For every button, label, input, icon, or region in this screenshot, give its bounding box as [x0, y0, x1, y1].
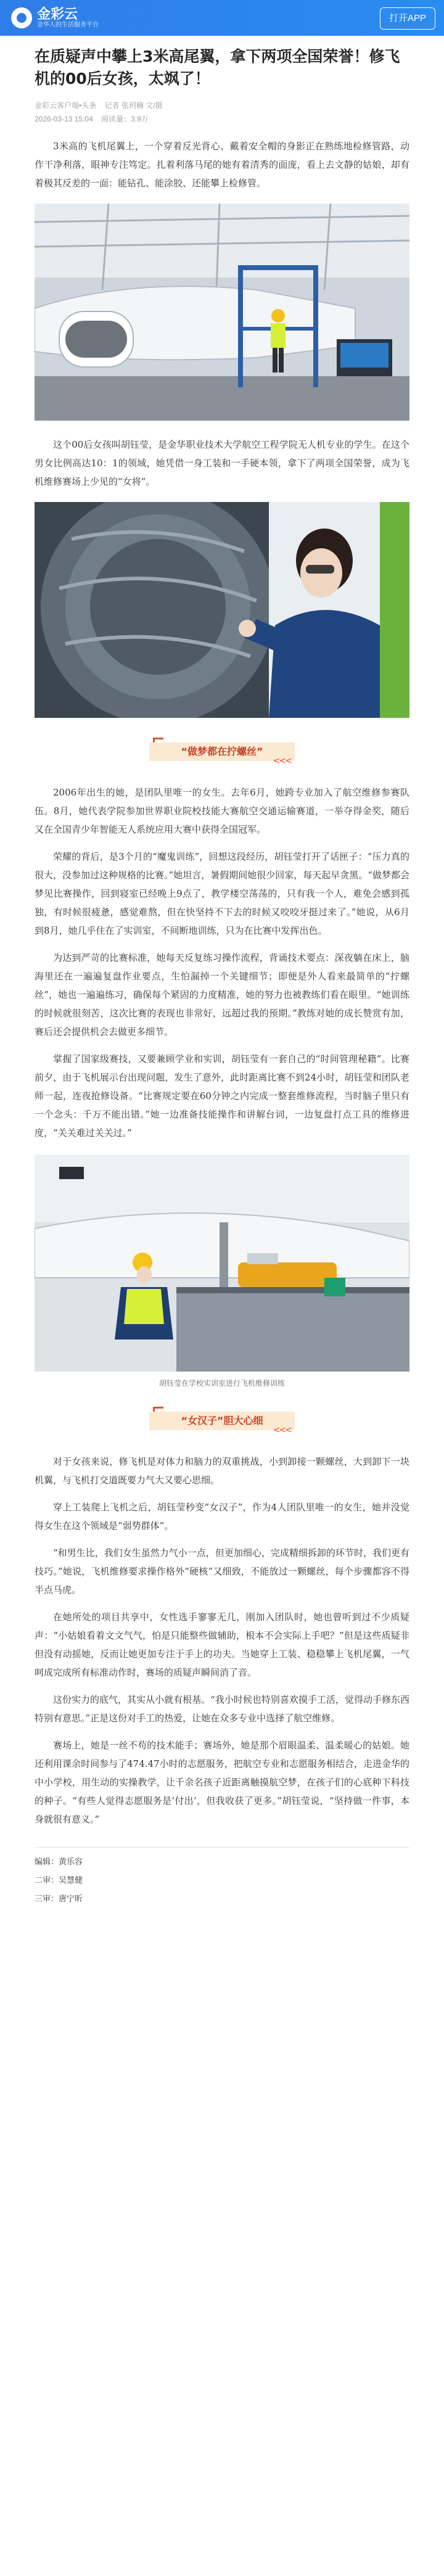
article-credits: [35, 1853, 409, 1908]
app-name: 金彩云: [37, 6, 78, 22]
article-reporter: 记者 张玥楠 文/摄: [104, 101, 163, 110]
paragraph: 为达到严苛的比赛标准，她每天反复练习操作流程，背诵技术要点：深夜躺在床上，脑海里还在一遍遍复盘作业要点，生怕漏掉一个关键细节；即便是外人看来最简单的“拧螺丝”，她也一遍遍练习，确保每个紧固的力度精准，她的努力也被教练们看在眼里。“她训练的时候就很刻苦，这次比赛的表现也非常好，远超过我的预期。”教练对她的成长赞赏有加，赛后还会提供机会去做更多细节。: [35, 952, 409, 1037]
article-date: 2026-03-13 15:04: [35, 115, 93, 123]
paragraph: 2006年出生的她，是团队里唯一的女生。去年6月，她跨专业加入了航空维修参赛队伍。8月，她代表学院参加世界职业院校技能大赛航空交通运输赛道，一举夺得金奖，随后又在全国青少年智能无人系统应用大赛中获得全国冠军。: [35, 787, 409, 835]
credit-third-review: 三审：唐宁昕: [35, 1894, 83, 1903]
top-app-bar: [0, 0, 444, 36]
paragraph: 3米高的飞机尾翼上，一个穿着反光背心、戴着安全帽的身影正在熟练地检修管路，动作干净利落，眼神专注笃定。扎着利落马尾的她有着清秀的面庞，看上去文静的姑娘，却有着极其反差的一面：能钻孔、能涂胶、还能攀上检修管。: [35, 141, 409, 189]
photo-aircraft-hangar: [35, 204, 409, 421]
photo-engine-repair: [35, 502, 409, 718]
paragraph: 掌握了国家级赛技，又要兼顾学业和实训，胡钰莹有一套自己的“时间管理秘籍”。比赛前夕，由于飞机展示台出现问题，发生了意外，此时距离比赛不到24小时，胡钰莹和团队老师一起，连夜抢修设备。“比赛规定要在60分钟之内完成一整套维修流程，当时脑子里只有一个念头：千万不能出错。”她一边准备技能操作和讲解台词，一边复盘打点工具的维修进度，“关关难过关关过。”: [35, 1053, 409, 1138]
chevrons-decoration-icon: <<<: [273, 1425, 291, 1435]
open-app-button[interactable]: 打开APP: [380, 7, 435, 30]
article-meta: [35, 99, 409, 126]
paragraph: 穿上工装爬上飞机之后，胡钰莹秒变“女汉子”，作为4人团队里唯一的女生，她并没觉得女生在这个领域是“弱势群体”。: [35, 1502, 409, 1531]
article-title: 在质疑声中攀上3米高尾翼，拿下两项全国荣誉！修飞机的00后女孩，太飒了！: [35, 47, 400, 88]
photo-caption: 胡钰莹在学校实训室进行飞机维修训练: [158, 1379, 285, 1388]
paragraph: “和男生比，我们女生虽然力气小一点，但更加细心，完成精细拆卸的环节时，我们更有技巧。”她说，飞机维修要求操作格外“硬核”又细致，不能放过一颗螺丝，每个步骤都容不得半点马虎。: [35, 1547, 409, 1595]
article: [0, 36, 444, 1908]
credit-editor: 编辑：黄乐容: [35, 1857, 83, 1866]
photo-training-workshop-illustration: [35, 1154, 409, 1372]
app-tagline: 金华人的生活服务平台: [37, 22, 99, 28]
paragraph: 赛场上，她是一丝不苟的技术能手；赛场外，她是那个眉眼温柔、温柔暖心的姑娘。她还利用课余时间参与了474.47小时的志愿服务，把航空专业和志愿服务相结合，走进金华的中小学校，用生动的实操教学，让千余名孩子近距离触摸航空梦，在孩子们的心底种下科技的种子。“有些人觉得志愿服务是‘付出’，但我收获了更多。”胡钰莹说，“坚持做一件事，本身就很有意义。”: [35, 1740, 409, 1825]
paragraph: 荣耀的背后，是3个月的“魔鬼训练”，回想这段经历，胡钰莹打开了话匣子：“压力真的很大，没参加过这种规格的比赛。”她坦言，暑假期间她很少回家，每天起早贪黑。“做梦都会梦见比赛操作，回到寝室已经晚上9点了，教学楼空荡荡的，只有我一个人，难免会感到孤独，有时候很疲惫，感觉难熬，但在快坚持不下去的时候又咬咬牙挺过来了。”她说，从6月到8月，她几乎住在了实训室，不间断地训练，只为在比赛中发挥出色。: [35, 851, 409, 936]
app-logo[interactable]: [11, 6, 99, 30]
section-heading: “女汉子”胆大心细 <<<: [149, 1404, 295, 1439]
paragraph: 这份实力的底气，其实从小就有根基。“我小时候也特别喜欢摸手工活，觉得动手修东西特别有意思。”正是这份对手工的热爱，让她在众多专业中选择了航空维修。: [35, 1694, 409, 1724]
paragraph: 这个00后女孩叫胡钰莹，是金华职业技术大学航空工程学院无人机专业的学生。在这个男女比例高达10：1的领域，她凭借一身工装和一手硬本领，拿下了两项全国荣誉，成为飞机维修赛场上少见的“女将”。: [35, 439, 409, 487]
photo-aircraft-hangar-illustration: [35, 204, 409, 421]
cloud-logo-icon: [11, 7, 32, 28]
section-heading: “做梦都在拧螺丝” <<<: [149, 735, 295, 770]
chevrons-decoration-icon: <<<: [273, 756, 291, 766]
article-reading-count: 阅读量：3.9万: [101, 115, 149, 123]
photo-engine-repair-illustration: [35, 502, 409, 718]
photo-training-workshop: [35, 1154, 409, 1372]
paragraph: 在她所处的项目共享中，女性选手寥寥无几，刚加入团队时，她也曾听到过不少质疑声：“小姑娘看着文文气气，怕是只能整些做辅助，根本不会实际上手吧？”但是这些质疑非但没有动摇她，反而让她更加专注于手上的功夫。当她穿上工装、稳稳攀上飞机尾翼，一气呵成完成所有标准动作时，赛场的质疑声瞬间消了音。: [35, 1611, 409, 1678]
credit-second-review: 二审：吴慧健: [35, 1875, 83, 1885]
article-source: 金彩云客户端•头条: [35, 101, 97, 110]
paragraph: 对于女孩来说，修飞机是对体力和脑力的双重挑战，小到卸接一颗螺丝，大到卸下一块机翼，与飞机打交道既要力气大又要心思细。: [35, 1456, 409, 1486]
